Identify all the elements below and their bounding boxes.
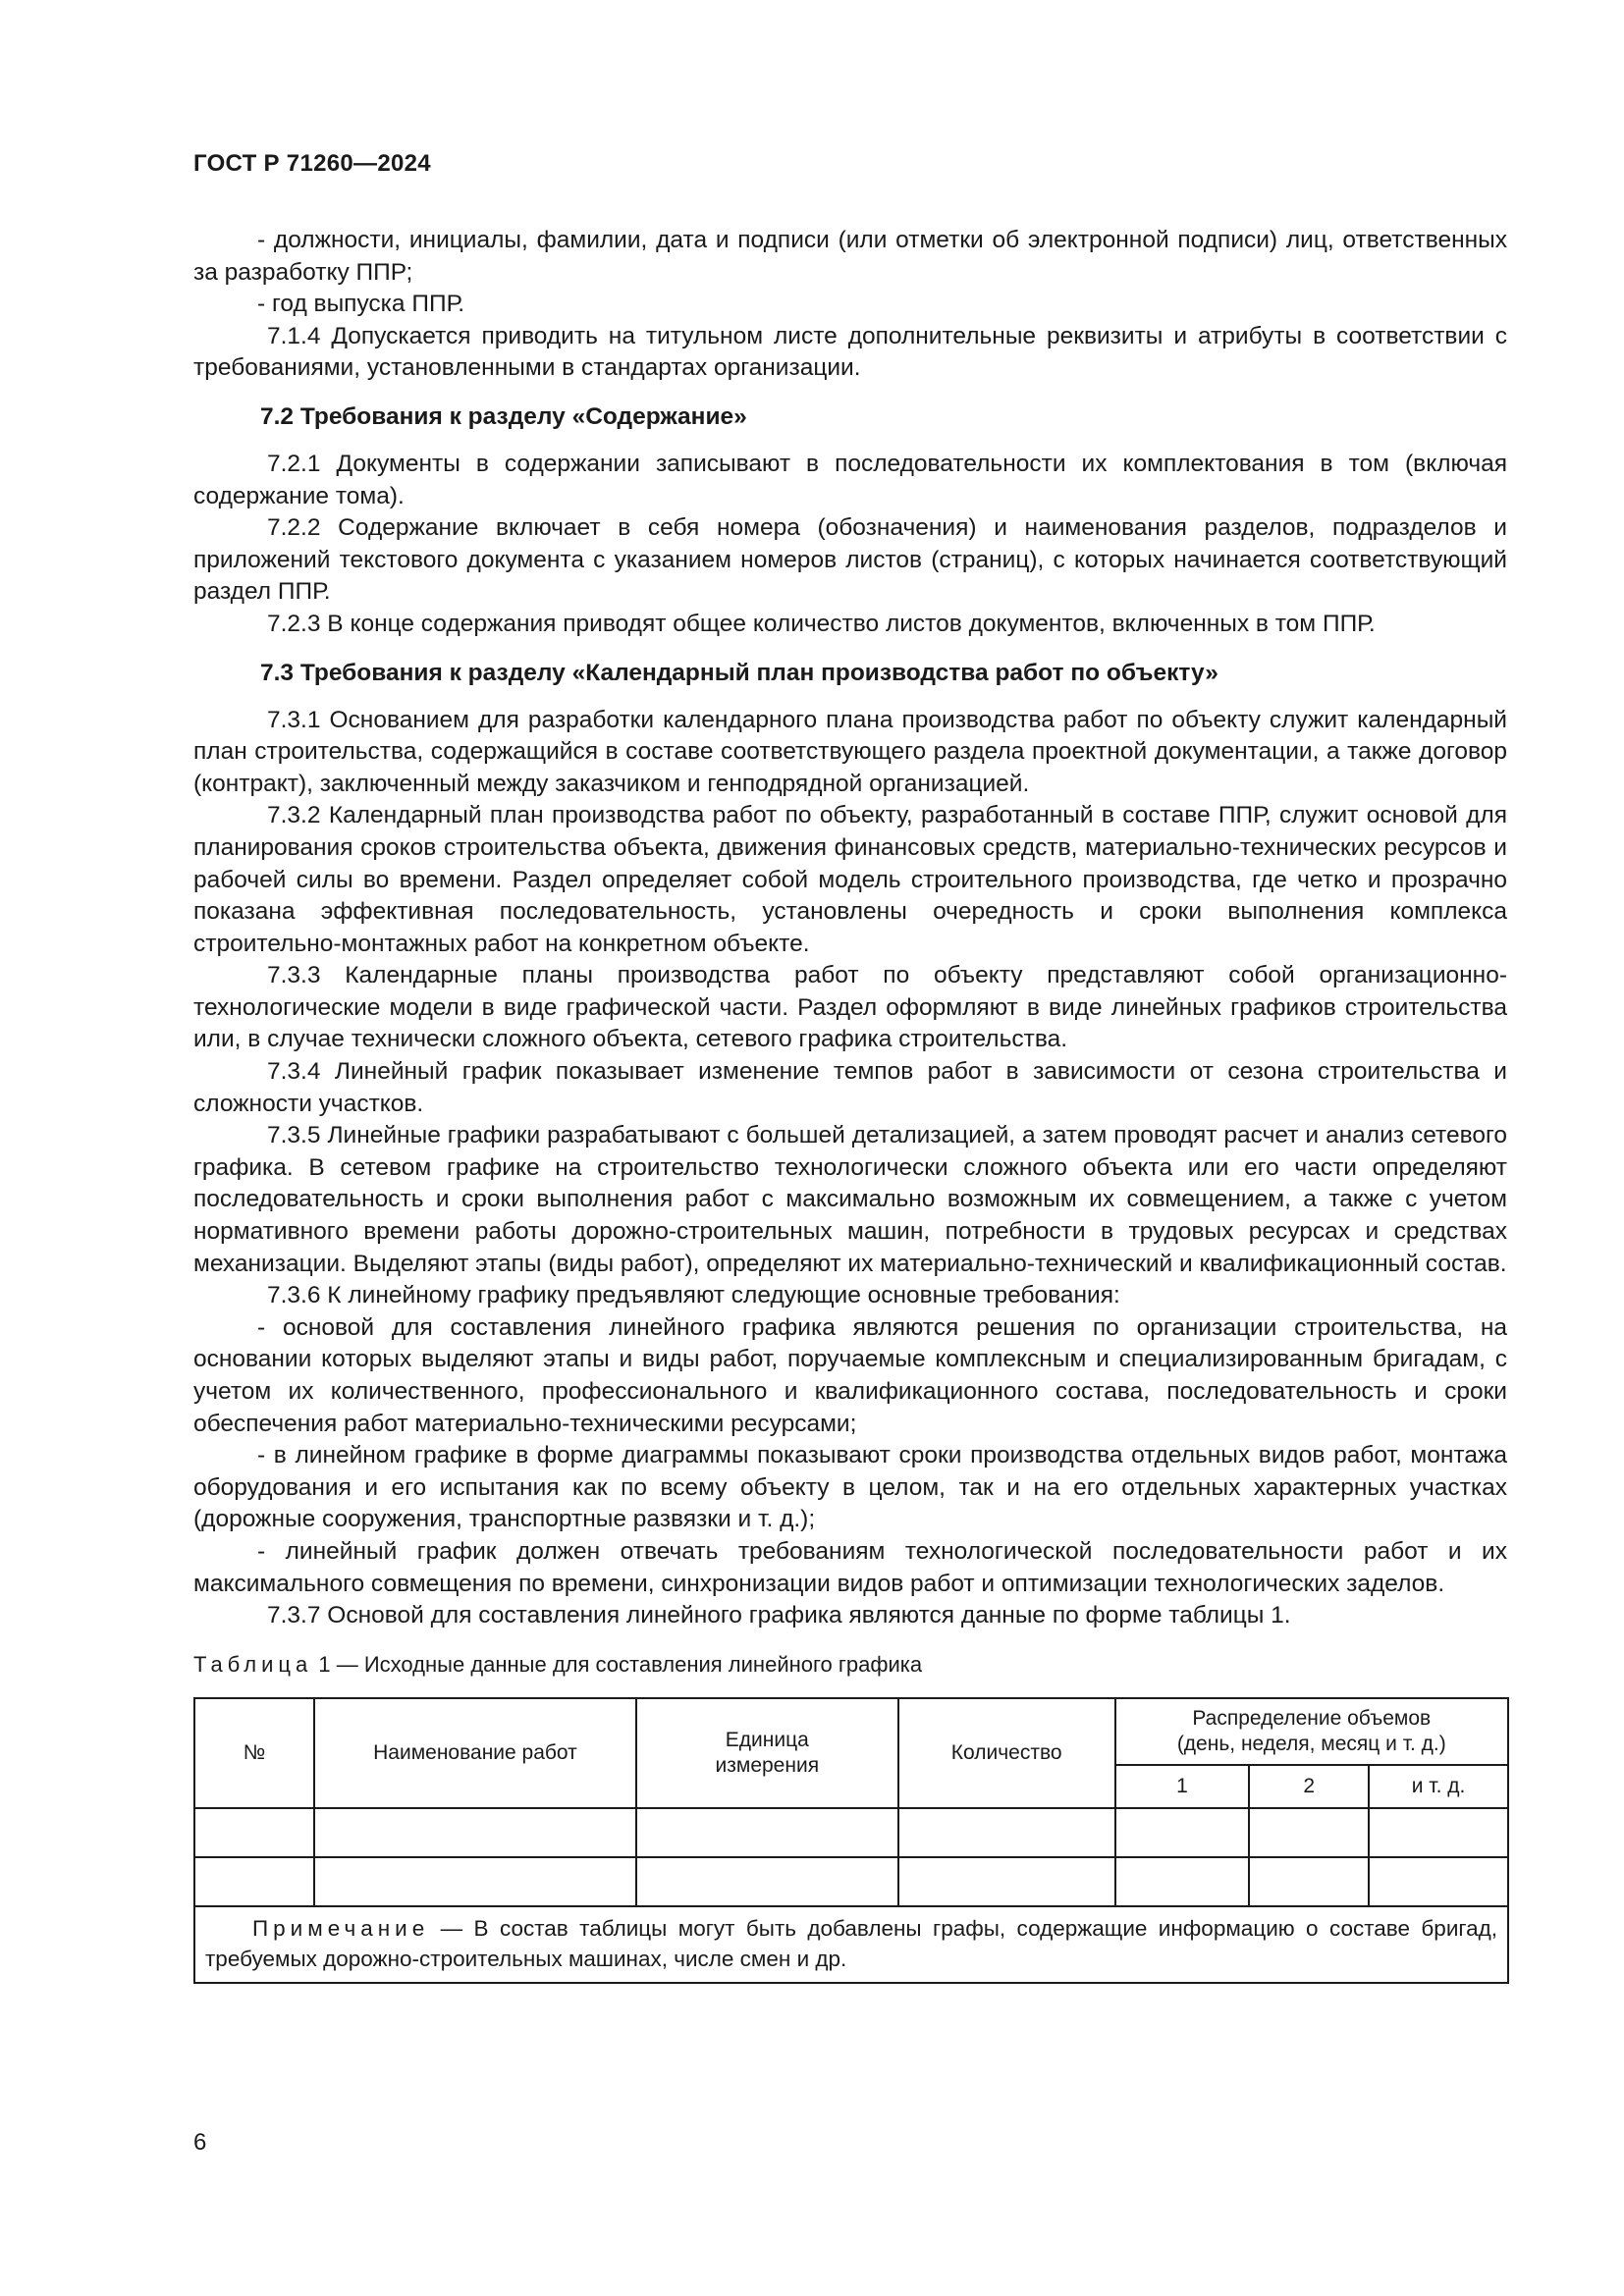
paragraph-7-2-2: 7.2.2 Содержание включает в себя номера (обозначения) и наименования разделов, подразделов и приложений текстового документа с указанием номеров листов (страниц), с которых начинается соответствующий раздел ППР. (193, 514, 1507, 606)
table-cell (898, 1808, 1115, 1857)
table-note-label: Примечание (252, 1915, 430, 1941)
column-header-unit: Единица измерения (636, 1698, 898, 1808)
table-caption (193, 1650, 1507, 1680)
list-item: - должности, инициалы, фамилии, дата и подписи (или отметки об электронной подписи) лиц, ответственных за разработку ППР; (193, 227, 1507, 286)
section-heading-7-3: 7.3 Требования к разделу «Календарный план производства работ по объекту» (260, 659, 1218, 686)
table-caption-text: 1 — Исходные данные для составления линейного графика (318, 1651, 923, 1677)
paragraph-7-3-1: 7.3.1 Основанием для разработки календарного плана производства работ по объекту служит календарный план строительства, содержащийся в составе соответствующего раздела проектной документации, а также договор (контракт), заключенный между заказчиком и генподрядной организацией. (193, 706, 1507, 797)
section-heading-7-2: 7.2 Требования к разделу «Содержание» (260, 402, 747, 430)
table-cell (636, 1857, 898, 1906)
table-note-text: — В состав таблицы могут быть добавлены графы, содержащие информацию о составе бригад, требуемых дорожно-строительных машинах, числе смен и др. (205, 1915, 1497, 1971)
paragraph-7-3-5: 7.3.5 Линейные графики разрабатывают с большей детализацией, а затем проводят расчет и анализ сетевого графика. В сетевом графике на строительство технологически сложного объекта или его части определяют последовательность и сроки выполнения работ с максимально возможным их совмещением, а также с учетом нормативного времени работы дорожно-строительных машин, потребности в трудовых ресурсах и средствах механизации. Выделяют этапы (виды работ), определяют их материально-технический и квалификационный состав. (193, 1122, 1507, 1277)
subheader-col-2: 2 (1249, 1765, 1369, 1808)
column-header-quantity: Количество (898, 1698, 1115, 1808)
table-row (194, 1808, 1508, 1857)
table-note (194, 1906, 1508, 1983)
column-header-number: № (194, 1698, 314, 1808)
table-cell (314, 1808, 636, 1857)
column-header-distribution: Распределение объемов (день, неделя, месяц и т. д.) (1115, 1698, 1508, 1765)
requirement-item: - в линейном графике в форме диаграммы показывают сроки производства отдельных видов работ, монтажа оборудования и его испытания как по всему объекту в целом, так и на его отдельных характерных участках (дорожные сооружения, транспортные развязки и т. д.); (193, 1442, 1507, 1533)
table-caption-label: Таблица (193, 1651, 313, 1677)
subheader-col-1: 1 (1115, 1765, 1250, 1808)
column-header-work-name: Наименование работ (314, 1698, 636, 1808)
table-cell (314, 1857, 636, 1906)
subheader-col-etc: и т. д. (1369, 1765, 1508, 1808)
list-item: - год выпуска ППР. (257, 291, 465, 318)
paragraph-7-3-4: 7.3.4 Линейный график показывает изменение темпов работ в зависимости от сезона строительства и сложности участков. (193, 1058, 1507, 1117)
table-cell (1115, 1808, 1250, 1857)
paragraph-7-1-4: 7.1.4 Допускается приводить на титульном листе дополнительные реквизиты и атрибуты в соответствии с требованиями, установленными в стандартах организации. (193, 322, 1507, 382)
table-cell (194, 1857, 314, 1906)
document-code-header: ГОСТ Р 71260—2024 (193, 150, 431, 177)
table-cell (1115, 1857, 1250, 1906)
table-row (194, 1857, 1508, 1906)
table-cell (898, 1857, 1115, 1906)
table-cell (194, 1808, 314, 1857)
table-cell (1249, 1808, 1369, 1857)
paragraph-7-3-3: 7.3.3 Календарные планы производства работ по объекту представляют собой организационно-технологические модели в виде графической части. Раздел оформляют в виде линейных графиков строительства или, в случае технически сложного объекта, сетевого графика строительства. (193, 962, 1507, 1053)
page-number: 6 (193, 2129, 207, 2156)
data-table (193, 1697, 1509, 1984)
paragraph-7-3-2: 7.3.2 Календарный план производства работ по объекту, разработанный в составе ППР, служит основой для планирования сроков строительства объекта, движения финансовых средств, материально-технических ресурсов и рабочей силы во времени. Раздел определяет собой модель строительного производства, где четко и прозрачно показана эффективная последовательность, установлены очередность и сроки выполнения комплекса строительно-монтажных работ на конкретном объекте. (193, 802, 1507, 957)
paragraph-7-2-3: 7.2.3 В конце содержания приводят общее количество листов документов, включенных в том ППР. (267, 610, 1376, 637)
paragraph-7-2-1: 7.2.1 Документы в содержании записывают в последовательности их комплектования в том (включая содержание тома). (193, 450, 1507, 509)
page-body (193, 225, 1507, 1984)
table-cell (1369, 1857, 1508, 1906)
table-cell (1249, 1857, 1369, 1906)
table-cell (636, 1808, 898, 1857)
table-cell (1369, 1808, 1508, 1857)
requirement-item: - основой для составления линейного графика являются решения по организации строительства, на основании которых выделяют этапы и виды работ, поручаемые комплексным и специализированным бригадам, с учетом их количественного, профессионального и квалификационного состава, последовательность и сроки обеспечения работ материально-техническими ресурсами; (193, 1313, 1507, 1437)
paragraph-7-3-7: 7.3.7 Основой для составления линейного графика являются данные по форме таблицы 1. (267, 1602, 1291, 1629)
paragraph-7-3-6: 7.3.6 К линейному графику предъявляют следующие основные требования: (267, 1282, 1120, 1309)
requirement-item: - линейный график должен отвечать требованиям технологической последовательности работ и их максимального совмещения по времени, синхронизации видов работ и оптимизации технологических заделов. (193, 1537, 1507, 1597)
